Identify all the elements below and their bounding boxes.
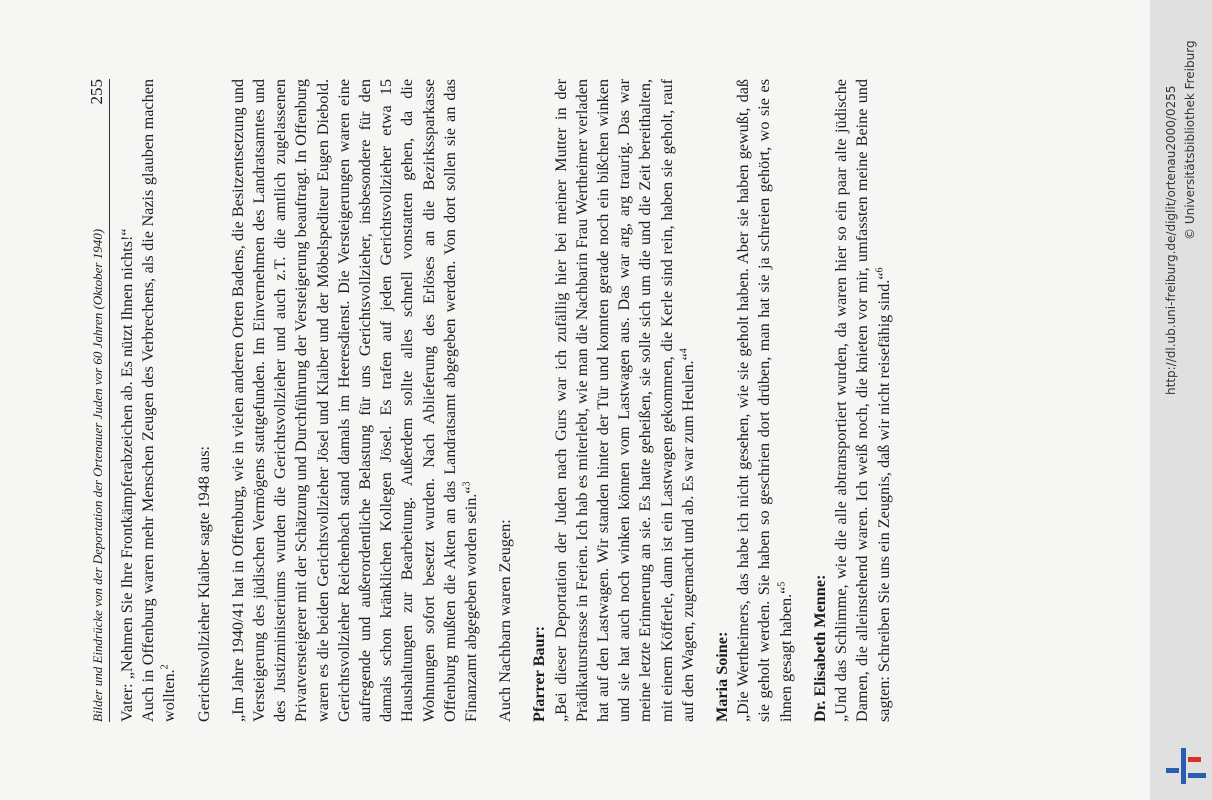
footnote-marker: 5	[776, 581, 788, 587]
sidebar-rotated-text	[1150, 0, 1212, 800]
paragraph-klaiber-intro: Gerichtsvollzieher Klaiber sagte 1948 aus:	[194, 446, 213, 722]
witness-testimony: „Bei dieser Deportation der Juden nach Gurs war ich zufällig hier bei meiner Mutter in der Prädikaturstrasse in Ferien. Ich hab es miterlebt, wie man die Nachbarin Frau Wertheimer verladen hat auf den Lastwagen. Wir standen hinter der Tür und konnten gerade noch ein bißchen winken und sie hat auch noch winken können vom Lastwagen aus. Das war arg, arg traurig. Das war meine letzte Erinnerung an sie. Es hatte geheißen, sie solle sich um die und die Zeit bereithalten, mit einem Köfferle, dann ist ein Lastwagen gekommen, die Kerle sind rein, haben sie geholt, rauf auf den Wagen, zugemacht und ab. Es war zum Heulen.“$^4$	[551, 79, 697, 722]
witness-testimony: „Die Wertheimers, das habe ich nicht gesehen, wie sie geholt haben. Aber sie haben gewußt, daß sie geholt werden. Sie haben so geschrien dort drüben, man hat sie ja schreien gehört, wo sie es ihnen gesagt haben.“$^5$	[734, 79, 795, 722]
footnote-marker: 6	[874, 267, 886, 273]
permalink-url[interactable]: http://dl.ub.uni-freiburg.de/diglit/ortenau2000/0255	[1164, 85, 1178, 395]
footnote-marker: 2	[160, 664, 172, 670]
paragraph-neighbors-intro: Auch Nachbarn waren Zeugen:	[496, 519, 515, 722]
page-number: 255	[87, 79, 106, 105]
witness-name: Dr. Elisabeth Menne:	[810, 574, 829, 722]
library-sidebar	[1150, 0, 1212, 800]
paragraph-klaiber-testimony: „Im Jahre 1940/41 hat in Offenburg, wie in vielen anderen Orten Badens, die Besitzentsetzung und Versteigerung des jüdischen Vermögens stattgefunden. Im Einvernehmen des Landratsamtes und des Justizministeriums wurden die Gerichtsvollzieher und auch z.T. die amtlich zugelassenen Privatversteigerer mit der Schätzung und Durchführung der Versteigerung beauftragt. In Offenburg waren es die beiden Gerichtsvollzieher Jösel und Klaiber und der Möbelspediteur Eugen Diebold. Gerichtsvollzieher Reichenbach stand damals im Heeresdienst. Die Versteigerungen waren eine aufregende und außerordentliche Belastung für uns Gerichtsvollzieher, insbesondere für den damals schon kränklichen Kollegen Jösel. Es trafen auf jeden Gerichtsvollzieher etwa 15 Haushaltungen zur Bearbeitung. Außerdem sollte alles schnell vonstatten gehen, da die Wohnungen sofort besetzt wurden. Nach Ablieferung des Erlöses an die Bezirkssparkasse Offenburg mußten die Akten an das Landratsamt abgegeben werden. Von dort sollen sie an das Finanzamt abgegeben worden sein.“$^3$	[228, 79, 481, 722]
witness-name: Pfarrer Baur:	[530, 625, 549, 722]
witness-name: Maria Soine:	[713, 631, 732, 722]
copyright-notice: © Universitätsbibliothek Freiburg	[1183, 40, 1197, 240]
paragraph-offenburg-witnesses: Auch in Offenburg waren mehr Menschen Zeugen des Verbrechens, als die Nazis glauben machen wollten.$^2$	[139, 79, 179, 722]
ub-freiburg-logo-icon	[1166, 748, 1206, 784]
witness-testimony: „Und das Schlimme, wie die alle abtransportiert wurden, da waren hier so ein paar alte jüdische Damen, die alleinstehend waren. Ich weiß noch, die knieten vor mir, umfassten meine Beine und sagten: Schreiben Sie uns ein Zeugnis, daß wir nicht reisefähig sind.“$^6$	[832, 79, 893, 722]
text-block	[88, 79, 908, 722]
running-head	[88, 79, 110, 722]
footnote-marker: 3	[461, 481, 473, 487]
footnote-marker: 4	[678, 348, 690, 354]
running-head-title: Bilder und Eindrücke von der Deportation der Ortenauer Juden vor 60 Jahren (Oktober 1940)	[90, 228, 105, 722]
paragraph-father-quote: Vater: „Nehmen Sie Ihre Frontkämpferabzeichen ab. Es nützt Ihnen nichts!“	[118, 228, 136, 722]
